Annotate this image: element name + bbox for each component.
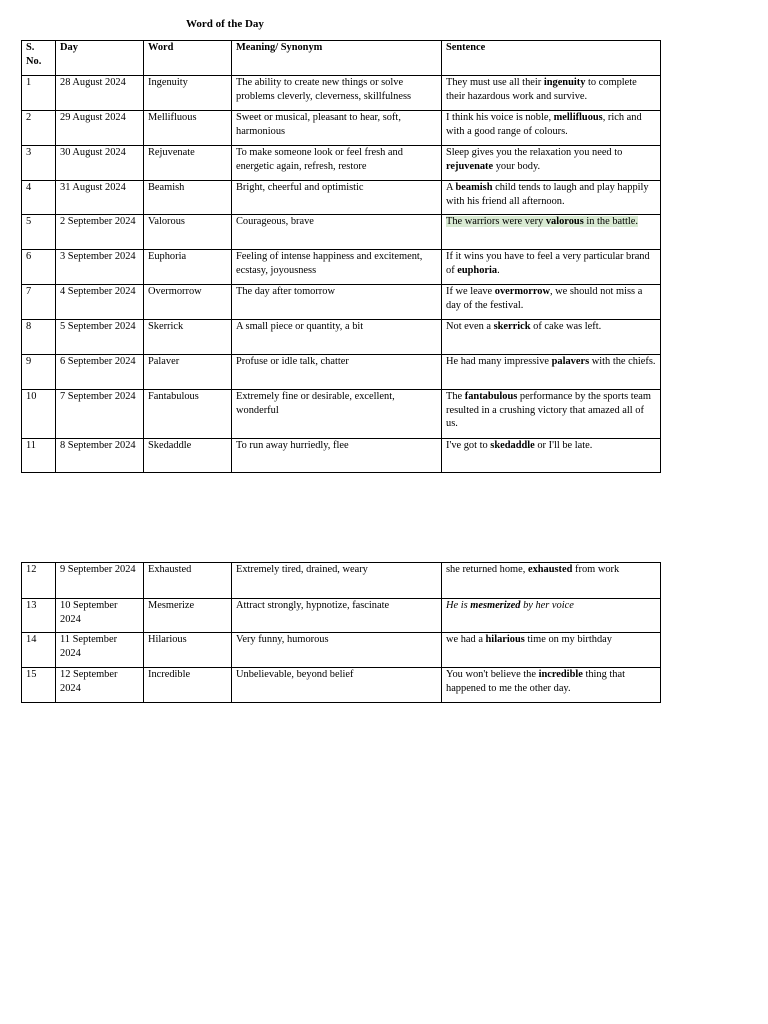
cell-meaning: Unbelievable, beyond belief (232, 668, 442, 703)
sentence-keyword: beamish (455, 182, 493, 193)
cell-day: 8 September 2024 (56, 439, 144, 473)
cell-day: 6 September 2024 (56, 355, 144, 390)
cell-word: Skedaddle (144, 439, 232, 473)
cell-day: 12 September 2024 (56, 668, 144, 703)
cell-serial-number: 14 (22, 633, 56, 668)
table-row (22, 181, 661, 215)
cell-sentence (442, 250, 661, 285)
sentence-keyword: rejuvenate (446, 160, 494, 172)
cell-meaning: Very funny, humorous (232, 633, 442, 668)
sentence-text: or I'll be late. (534, 440, 593, 451)
table-row (22, 390, 661, 439)
cell-day: 30 August 2024 (56, 146, 144, 181)
cell-sentence (442, 563, 661, 599)
cell-serial-number: 1 (22, 76, 56, 111)
table-row (22, 76, 661, 111)
sentence-keyword: mesmerized (470, 600, 521, 611)
header-word: Word (144, 41, 232, 76)
sentence-text: your body. (493, 160, 541, 172)
cell-word: Beamish (144, 181, 232, 215)
header-meaning: Meaning/ Synonym (232, 41, 442, 76)
cell-serial-number: 3 (22, 146, 56, 181)
sentence-text: we had a (446, 634, 486, 645)
table-row (22, 668, 661, 703)
table-row (22, 215, 661, 250)
table-row (22, 320, 661, 355)
word-table-continued (21, 562, 661, 703)
sentence-text: time on my birthday (524, 634, 612, 645)
document-title: Word of the Day (186, 18, 264, 30)
cell-serial-number: 4 (22, 181, 56, 215)
cell-meaning: To make someone look or feel fresh and energetic again, refresh, restore (232, 146, 442, 181)
cell-serial-number: 8 (22, 320, 56, 355)
table-row (22, 599, 661, 633)
cell-day: 31 August 2024 (56, 181, 144, 215)
word-table (21, 40, 661, 473)
cell-day: 4 September 2024 (56, 285, 144, 320)
table-row (22, 355, 661, 390)
cell-sentence (442, 76, 661, 111)
sentence-keyword: exhausted (527, 564, 573, 575)
sentence-text: They must use all their (446, 77, 544, 88)
cell-sentence (442, 181, 661, 215)
header-serial-number: S. No. (22, 41, 56, 76)
table-row (22, 250, 661, 285)
sentence-keyword: valorous (545, 216, 584, 227)
sentence-keyword: hilarious (485, 634, 525, 645)
sentence-text: Not even a (446, 321, 494, 332)
cell-sentence (442, 355, 661, 390)
cell-sentence (442, 320, 661, 355)
table-header-row (22, 41, 661, 76)
sentence-keyword: skedaddle (490, 440, 535, 451)
sentence-text: by her voice (520, 600, 574, 611)
sentence-keyword: palavers (551, 356, 590, 367)
sentence-keyword: ingenuity (543, 77, 586, 88)
cell-serial-number: 13 (22, 599, 56, 633)
cell-word: Rejuvenate (144, 146, 232, 181)
table-row (22, 146, 661, 181)
cell-word: Overmorrow (144, 285, 232, 320)
header-day: Day (56, 41, 144, 76)
cell-meaning: Profuse or idle talk, chatter (232, 355, 442, 390)
cell-serial-number: 10 (22, 390, 56, 439)
table-row (22, 111, 661, 146)
cell-sentence (442, 285, 661, 320)
sentence-text: I think his voice is noble, (446, 112, 554, 123)
sentence-text: The warriors were very (446, 216, 546, 227)
cell-serial-number: 5 (22, 215, 56, 250)
cell-meaning: The ability to create new things or solve problems cleverly, cleverness, skillfulness (232, 76, 442, 111)
cell-meaning: Extremely tired, drained, weary (232, 563, 442, 599)
cell-meaning: A small piece or quantity, a bit (232, 320, 442, 355)
cell-word: Incredible (144, 668, 232, 703)
cell-meaning: Extremely fine or desirable, excellent, wonderful (232, 390, 442, 439)
cell-serial-number: 11 (22, 439, 56, 473)
header-sentence: Sentence (442, 41, 661, 76)
sentence-keyword: skerrick (493, 321, 531, 332)
cell-word: Mellifluous (144, 111, 232, 146)
cell-meaning: Attract strongly, hypnotize, fascinate (232, 599, 442, 633)
sentence-text: The (446, 391, 465, 402)
cell-word: Valorous (144, 215, 232, 250)
sentence-keyword: mellifluous (553, 112, 603, 123)
cell-serial-number: 6 (22, 250, 56, 285)
cell-sentence (442, 146, 661, 181)
sentence-text: in the battle. (583, 216, 638, 227)
cell-sentence (442, 633, 661, 668)
sentence-text: performance by the sports team resulted in a crushing victory that amazed all of us. (446, 391, 651, 429)
table-row (22, 563, 661, 599)
cell-day: 10 September 2024 (56, 599, 144, 633)
table-row (22, 439, 661, 473)
cell-word: Mesmerize (144, 599, 232, 633)
table-row (22, 633, 661, 668)
sentence-text: , we should not miss a day of the festival. (446, 286, 643, 311)
cell-word: Skerrick (144, 320, 232, 355)
cell-meaning: Bright, cheerful and optimistic (232, 181, 442, 215)
cell-sentence (442, 111, 661, 146)
cell-word: Ingenuity (144, 76, 232, 111)
cell-meaning: The day after tomorrow (232, 285, 442, 320)
sentence-text: with the chiefs. (589, 356, 656, 367)
sentence-text: child tends to laugh and play happily with his friend all afternoon. (446, 182, 649, 207)
cell-serial-number: 15 (22, 668, 56, 703)
cell-sentence (442, 215, 661, 250)
sentence-text: . (497, 264, 500, 276)
cell-word: Palaver (144, 355, 232, 390)
cell-sentence (442, 439, 661, 473)
cell-sentence (442, 599, 661, 633)
cell-day: 28 August 2024 (56, 76, 144, 111)
sentence-text: thing that happened to me the other day. (446, 669, 625, 694)
cell-sentence (442, 390, 661, 439)
cell-day: 3 September 2024 (56, 250, 144, 285)
sentence-text: If it wins you have to feel a very particular brand of (446, 251, 650, 276)
sentence-text: He had many impressive (446, 356, 552, 367)
cell-word: Fantabulous (144, 390, 232, 439)
cell-serial-number: 12 (22, 563, 56, 599)
sentence-text: A (446, 182, 456, 193)
sentence-keyword: fantabulous (464, 391, 518, 402)
cell-serial-number: 9 (22, 355, 56, 390)
cell-meaning: Sweet or musical, pleasant to hear, soft, harmonious (232, 111, 442, 146)
cell-meaning: Courageous, brave (232, 215, 442, 250)
cell-day: 9 September 2024 (56, 563, 144, 599)
cell-meaning: Feeling of intense happiness and excitement, ecstasy, joyousness (232, 250, 442, 285)
cell-day: 11 September 2024 (56, 633, 144, 668)
sentence-text: Sleep gives you the relaxation you need to (446, 147, 623, 158)
sentence-text: If we leave (446, 286, 495, 297)
cell-word: Hilarious (144, 633, 232, 668)
cell-word: Exhausted (144, 563, 232, 599)
cell-sentence (442, 668, 661, 703)
table-row (22, 285, 661, 320)
sentence-text: to complete their hazardous work and survive. (446, 77, 637, 102)
cell-day: 2 September 2024 (56, 215, 144, 250)
sentence-keyword: euphoria (457, 264, 498, 276)
sentence-keyword: overmorrow (494, 286, 550, 297)
sentence-text: I've got to (446, 440, 491, 451)
cell-serial-number: 7 (22, 285, 56, 320)
sentence-keyword: incredible (538, 669, 583, 680)
cell-day: 5 September 2024 (56, 320, 144, 355)
sentence-text: she returned home, (446, 564, 528, 575)
cell-word: Euphoria (144, 250, 232, 285)
sentence-text: from work (572, 564, 620, 575)
cell-day: 7 September 2024 (56, 390, 144, 439)
sentence-text: of cake was left. (530, 321, 602, 332)
sentence-text: You won't believe the (446, 669, 539, 680)
sentence-text: He is (446, 600, 471, 611)
sentence-text: , rich and with a good range of colours. (446, 112, 642, 137)
cell-meaning: To run away hurriedly, flee (232, 439, 442, 473)
cell-day: 29 August 2024 (56, 111, 144, 146)
cell-serial-number: 2 (22, 111, 56, 146)
